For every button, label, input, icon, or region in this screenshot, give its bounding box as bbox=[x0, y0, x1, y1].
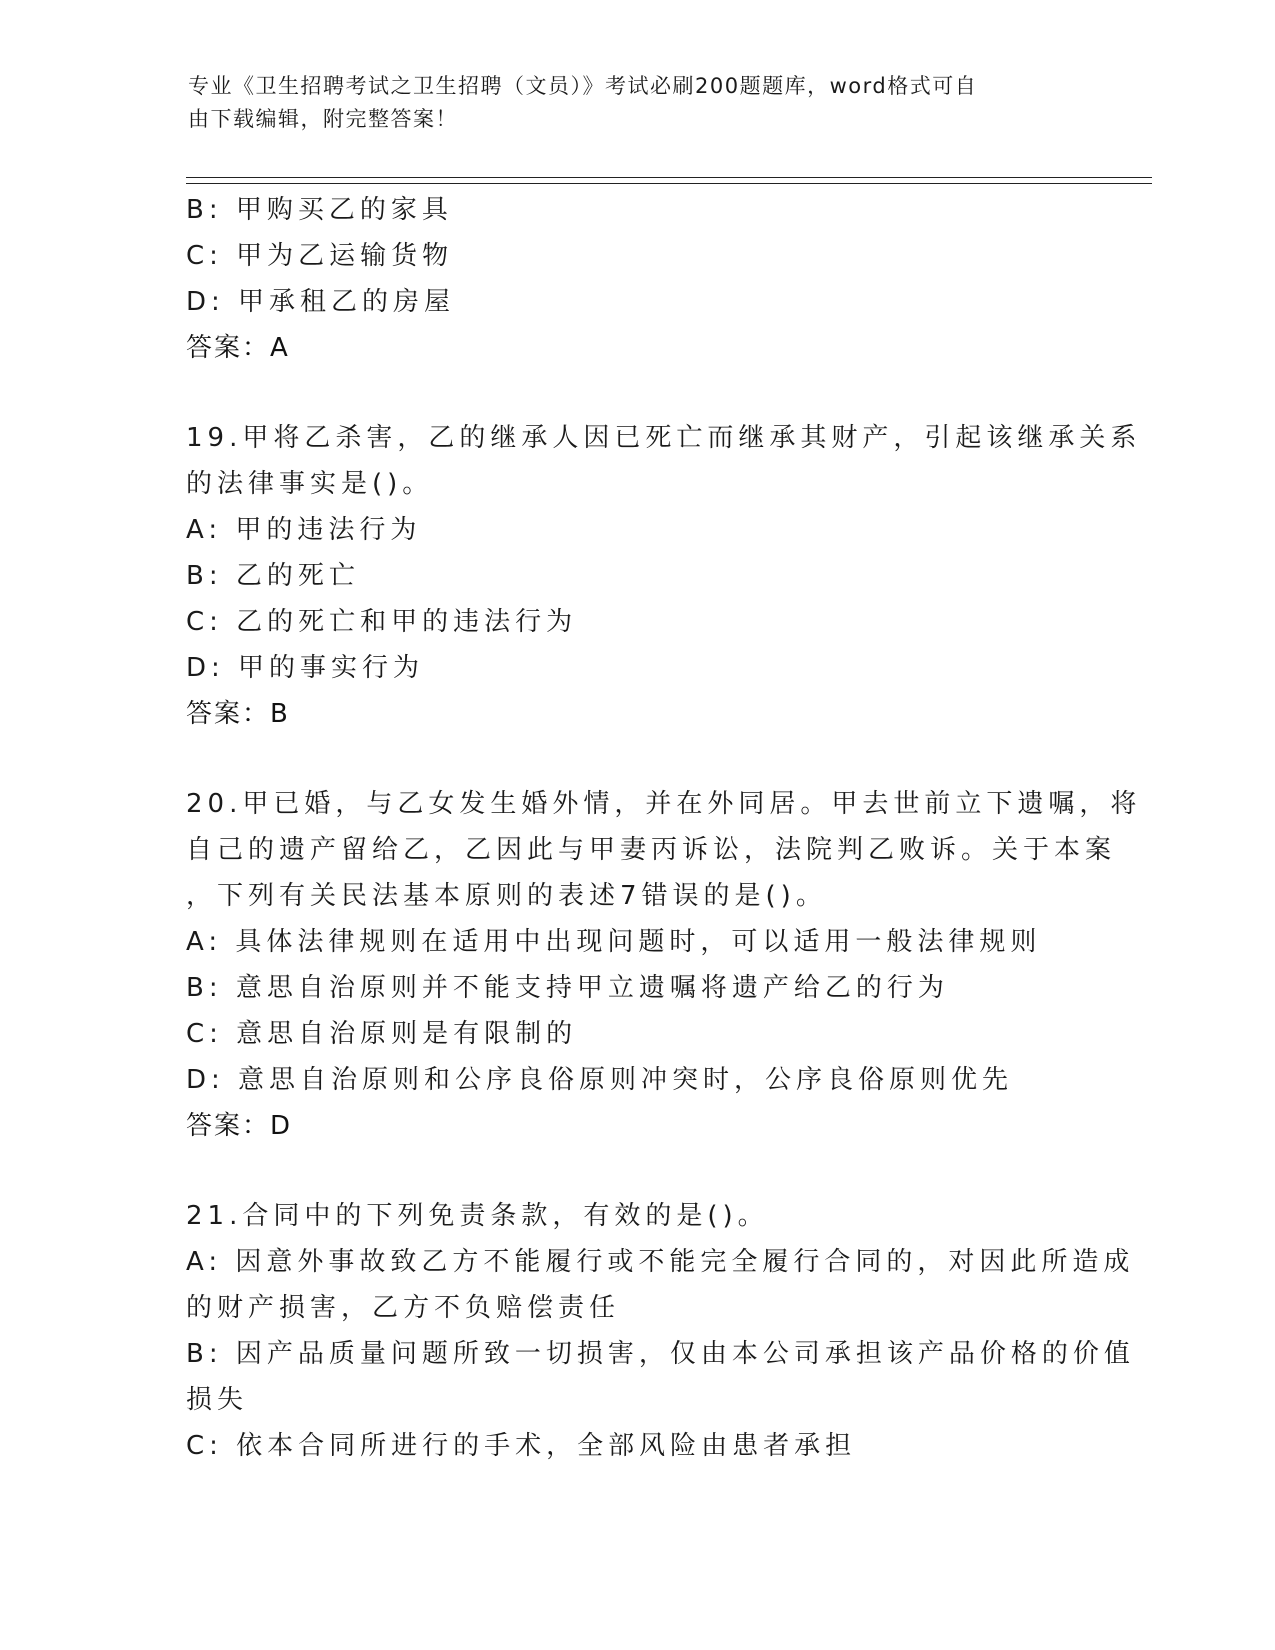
question-stem-line: 的法律事实是()。 bbox=[186, 469, 434, 499]
document-header bbox=[188, 70, 1088, 136]
option-d: D: 甲承租乙的房屋 bbox=[186, 287, 456, 317]
answer-line: 答案：A bbox=[186, 333, 290, 363]
question-stem-line: 21.合同中的下列免责条款，有效的是()。 bbox=[186, 1201, 769, 1231]
option-c: C: 依本合同所进行的手术，全部风险由患者承担 bbox=[186, 1431, 857, 1461]
option-d: D: 意思自治原则和公序良俗原则冲突时，公序良俗原则优先 bbox=[186, 1065, 1014, 1095]
header-rule-bottom bbox=[186, 183, 1152, 184]
question-stem-line: 20.甲已婚，与乙女发生婚外情，并在外同居。甲去世前立下遗嘱，将 bbox=[186, 789, 1142, 819]
option-b-continued: 损失 bbox=[186, 1385, 249, 1415]
option-a: A: 具体法律规则在适用中出现问题时，可以适用一般法律规则 bbox=[186, 927, 1042, 957]
question-stem-line: 自己的遗产留给乙，乙因此与甲妻丙诉讼，法院判乙败诉。关于本案 bbox=[186, 835, 1117, 865]
spacer bbox=[186, 371, 1086, 415]
question-20 bbox=[186, 781, 1142, 1149]
spacer bbox=[186, 1149, 1086, 1193]
option-d: D: 甲的事实行为 bbox=[186, 653, 425, 683]
spacer bbox=[186, 737, 1086, 781]
header-line-1: 专业《卫生招聘考试之卫生招聘（文员）》考试必刷200题题库，word格式可自 bbox=[188, 74, 978, 98]
option-b: B: 意思自治原则并不能支持甲立遗嘱将遗产给乙的行为 bbox=[186, 973, 949, 1003]
question-stem-line: 19.甲将乙杀害，乙的继承人因已死亡而继承其财产，引起该继承关系 bbox=[186, 423, 1142, 453]
option-b: B: 因产品质量问题所致一切损害，仅由本公司承担该产品价格的价值 bbox=[186, 1339, 1135, 1369]
document-body bbox=[186, 187, 1142, 1469]
question-19 bbox=[186, 415, 1142, 737]
answer-line: 答案：B bbox=[186, 699, 290, 729]
option-b: B: 甲购买乙的家具 bbox=[186, 195, 453, 225]
option-b: B: 乙的死亡 bbox=[186, 561, 360, 591]
question-18-partial bbox=[186, 187, 1086, 371]
option-c: C: 意思自治原则是有限制的 bbox=[186, 1019, 578, 1049]
option-c: C: 乙的死亡和甲的违法行为 bbox=[186, 607, 578, 637]
option-c: C: 甲为乙运输货物 bbox=[186, 241, 454, 271]
question-stem-line: ，下列有关民法基本原则的表述7错误的是()。 bbox=[186, 881, 827, 911]
option-a: A: 因意外事故致乙方不能履行或不能完全履行合同的，对因此所造成 bbox=[186, 1247, 1135, 1277]
answer-line: 答案：D bbox=[186, 1111, 293, 1141]
header-rule-top bbox=[186, 177, 1152, 178]
option-a-continued: 的财产损害，乙方不负赔偿责任 bbox=[186, 1293, 621, 1323]
option-a: A: 甲的违法行为 bbox=[186, 515, 422, 545]
question-21 bbox=[186, 1193, 1135, 1469]
header-line-2: 由下载编辑，附完整答案！ bbox=[188, 107, 458, 131]
